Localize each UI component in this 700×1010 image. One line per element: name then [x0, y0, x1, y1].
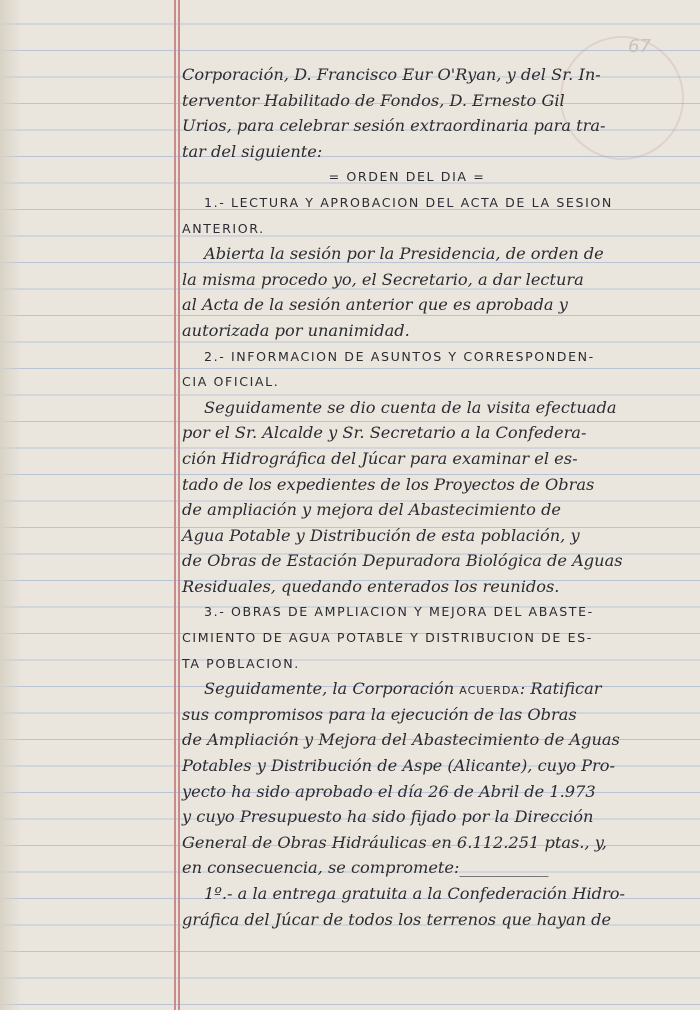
page-edge-shadow [0, 0, 22, 1010]
agenda-item-3-title-end: TA POBLACION. [182, 655, 300, 671]
text-line: de ampliación y mejora del Abastecimiento de [182, 500, 562, 520]
text-line: yecto ha sido aprobado el día 26 de Abril de 1.973 [182, 781, 596, 801]
text-line: Residuales, quedando enterados los reunidos. [182, 576, 560, 596]
text-line: General de Obras Hidráulicas en 6.112.251 ptas., y, [182, 832, 607, 852]
agenda-heading: = ORDEN DEL DIA = [328, 169, 486, 185]
text-line: Abierta la sesión por la Presidencia, de orden de [204, 244, 604, 264]
acuerda-keyword: ACUERDA [459, 684, 520, 698]
text-line: sus compromisos para la ejecución de las Obras [182, 704, 577, 724]
margin-line-left [174, 0, 176, 1010]
text-line: tado de los expedientes de los Proyectos de Obras [182, 474, 595, 494]
text-line: ción Hidrográfica del Júcar para examinar el es- [182, 448, 578, 468]
text-line: Urios, para celebrar sesión extraordinaria para tra- [182, 116, 606, 136]
text-line: autorizada por unanimidad. [182, 320, 410, 340]
handwritten-minutes [182, 62, 672, 932]
text-line: por el Sr. Alcalde y Sr. Secretario a la Confedera- [182, 423, 587, 443]
text-line: Corporación, D. Francisco Eur O'Ryan, y del Sr. In- [182, 65, 601, 84]
agenda-item-2-title-cont: CIA OFICIAL. [182, 374, 280, 390]
text-fragment: Seguidamente, la Corporación [204, 679, 455, 699]
text-line: de Obras de Estación Depuradora Biológica de Aguas [182, 551, 623, 571]
agenda-item-2-title: 2.- INFORMACION DE ASUNTOS Y CORRESPONDEN- [204, 348, 595, 364]
agenda-item-3-title-cont: CIMIENTO DE AGUA POTABLE Y DISTRIBUCION DE ES- [182, 630, 593, 646]
text-line: Potables y Distribución de Aspe (Alicante), cuyo Pro- [182, 756, 615, 776]
text-line: en consecuencia, se compromete:___________ [182, 858, 549, 878]
text-line: Seguidamente se dio cuenta de la visita efectuada [204, 397, 617, 417]
text-line: gráfica del Júcar de todos los terrenos que hayan de [182, 909, 612, 929]
agenda-item-3-title: 3.- OBRAS DE AMPLIACION Y MEJORA DEL ABASTE- [204, 604, 594, 620]
text-line: tar del siguiente: [182, 141, 323, 161]
text-line: 1º.- a la entrega gratuita a la Confederación Hidro- [204, 884, 625, 903]
margin-line-right [178, 0, 180, 1010]
text-line: al Acta de la sesión anterior que es aprobada y [182, 295, 568, 315]
text-line: y cuyo Presupuesto ha sido fijado por la Dirección [182, 807, 594, 827]
text-line: la misma procedo yo, el Secretario, a dar lectura [182, 269, 584, 289]
text-fragment: : Ratificar [519, 679, 602, 699]
page-number: 67 [628, 36, 651, 57]
text-line: terventor Habilitado de Fondos, D. Ernesto Gil [182, 90, 565, 110]
text-line [182, 676, 672, 702]
text-line: de Ampliación y Mejora del Abastecimiento de Aguas [182, 730, 620, 750]
text-line: Agua Potable y Distribución de esta población, y [182, 525, 580, 545]
agenda-item-1-title-cont: ANTERIOR. [182, 220, 265, 236]
agenda-item-1-title: 1.- LECTURA Y APROBACION DEL ACTA DE LA SESION [204, 194, 613, 210]
